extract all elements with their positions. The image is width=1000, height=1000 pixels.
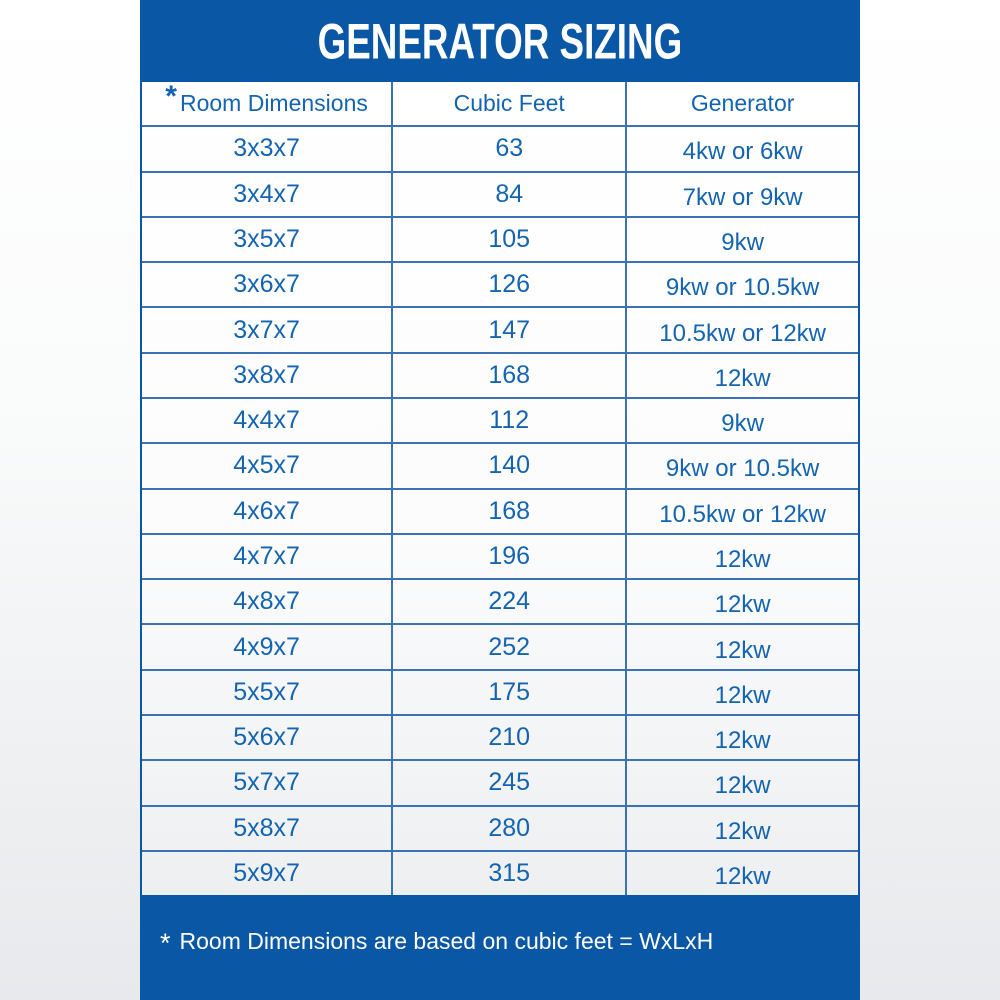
generator-cell: 12kw <box>625 671 858 714</box>
cubic-feet-cell: 210 <box>391 716 625 759</box>
generator-cell: 9kw <box>625 218 858 261</box>
cubic-feet-cell: 63 <box>391 127 625 170</box>
cubic-feet-cell: 105 <box>391 218 625 261</box>
footnote <box>140 895 860 956</box>
room-dimensions-cell: 5x6x7 <box>233 723 300 752</box>
generator-cell: 9kw or 10.5kw <box>625 444 858 487</box>
table-row <box>142 852 858 895</box>
table-row <box>142 218 858 263</box>
table-row <box>142 263 858 308</box>
room-dimensions-cell: 3x5x7 <box>233 224 300 253</box>
table-row <box>142 671 858 716</box>
room-dimensions-cell: 3x4x7 <box>233 179 300 208</box>
table-row <box>142 716 858 761</box>
cubic-feet-cell: 84 <box>391 173 625 216</box>
column-header-room-dimensions <box>142 82 391 125</box>
page-title: GENERATOR SIZING <box>317 12 683 70</box>
footnote-text: Room Dimensions are based on cubic feet = WxLxH <box>179 928 714 954</box>
generator-cell: 12kw <box>625 716 858 759</box>
room-dimensions-cell: 3x8x7 <box>233 360 300 389</box>
room-dimensions-cell: 4x7x7 <box>233 541 300 570</box>
cubic-feet-cell: 280 <box>391 807 625 850</box>
table-row <box>142 308 858 353</box>
cubic-feet-cell: 196 <box>391 535 625 578</box>
room-dimensions-cell: 5x9x7 <box>233 858 300 887</box>
table-row <box>142 807 858 852</box>
cubic-feet-cell: 140 <box>391 444 625 487</box>
title-band <box>140 0 860 82</box>
cubic-feet-cell: 245 <box>391 761 625 804</box>
table-row <box>142 127 858 172</box>
cubic-feet-cell: 252 <box>391 625 625 668</box>
generator-sizing-panel <box>140 0 860 1000</box>
generator-cell: 12kw <box>625 852 858 895</box>
room-dimensions-cell: 4x4x7 <box>233 406 300 435</box>
table-header-row <box>142 82 858 127</box>
generator-cell: 7kw or 9kw <box>625 173 858 216</box>
column-header-generator: Generator <box>625 82 858 125</box>
generator-sizing-table <box>142 82 858 895</box>
cubic-feet-cell: 126 <box>391 263 625 306</box>
table-row <box>142 173 858 218</box>
footnote-band <box>140 895 860 1000</box>
generator-cell: 10.5kw or 12kw <box>625 490 858 533</box>
room-dimensions-cell: 5x8x7 <box>233 813 300 842</box>
table-row <box>142 399 858 444</box>
table-row <box>142 535 858 580</box>
generator-cell: 12kw <box>625 625 858 668</box>
table-row <box>142 580 858 625</box>
generator-cell: 12kw <box>625 535 858 578</box>
room-dimensions-cell: 4x9x7 <box>233 632 300 661</box>
room-dimensions-cell: 4x8x7 <box>233 587 300 616</box>
table-row <box>142 444 858 489</box>
table-row <box>142 490 858 535</box>
room-dimensions-cell: 5x5x7 <box>233 677 300 706</box>
generator-cell: 12kw <box>625 354 858 397</box>
generator-cell: 10.5kw or 12kw <box>625 308 858 351</box>
room-dimensions-cell: 3x7x7 <box>233 315 300 344</box>
table-row <box>142 625 858 670</box>
generator-cell: 4kw or 6kw <box>625 127 858 170</box>
cubic-feet-cell: 175 <box>391 671 625 714</box>
room-dimensions-cell: 4x5x7 <box>233 451 300 480</box>
generator-cell: 9kw or 10.5kw <box>625 263 858 306</box>
room-dimensions-cell: 3x3x7 <box>233 134 300 163</box>
cubic-feet-cell: 168 <box>391 354 625 397</box>
generator-cell: 12kw <box>625 807 858 850</box>
column-header-label: Room Dimensions <box>179 90 368 117</box>
cubic-feet-cell: 224 <box>391 580 625 623</box>
room-dimensions-cell: 5x7x7 <box>233 768 300 797</box>
cubic-feet-cell: 112 <box>391 399 625 442</box>
table-row <box>142 761 858 806</box>
table-row <box>142 354 858 399</box>
cubic-feet-cell: 315 <box>391 852 625 895</box>
generator-cell: 9kw <box>625 399 858 442</box>
generator-cell: 12kw <box>625 761 858 804</box>
asterisk-marker: * <box>165 82 177 113</box>
room-dimensions-cell: 4x6x7 <box>233 496 300 525</box>
cubic-feet-cell: 147 <box>391 308 625 351</box>
cubic-feet-cell: 168 <box>391 490 625 533</box>
asterisk-marker: * <box>160 928 171 958</box>
generator-cell: 12kw <box>625 580 858 623</box>
room-dimensions-cell: 3x6x7 <box>233 270 300 299</box>
column-header-cubic-feet: Cubic Feet <box>391 82 625 125</box>
